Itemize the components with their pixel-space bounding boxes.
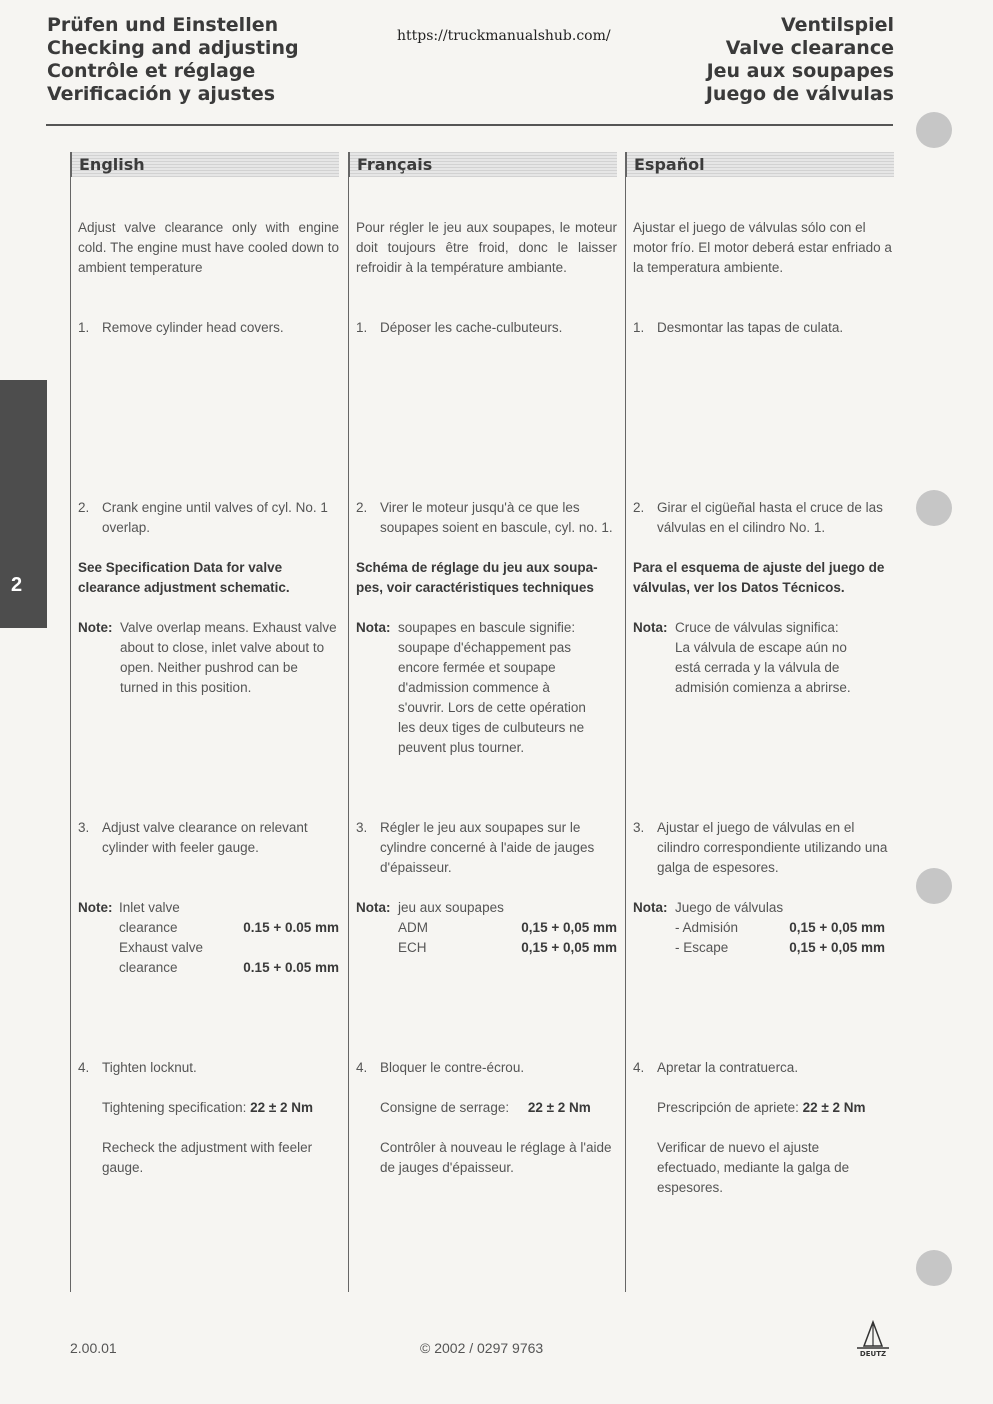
column-heading: Español (625, 152, 894, 177)
step-3 (356, 818, 617, 878)
column-espanol (625, 152, 894, 1292)
column-francais (348, 152, 617, 1292)
topic-title-es: Juego de válvulas (705, 83, 894, 105)
source-url[interactable]: https://truckmanualshub.com/ (397, 28, 611, 44)
spec-value: 0,15 + 0,05 mm (521, 920, 617, 935)
tightening-spec (356, 1098, 617, 1118)
column-english (70, 152, 339, 1292)
spec-value: 0,15 + 0,05 mm (789, 940, 885, 955)
step-1 (633, 318, 894, 338)
intro-text: Pour régler le jeu aux soupapes, le moteur doit toujours être froid, donc le laisser refroidir à la température ambiante. (356, 220, 617, 275)
spec-label: - Admisión (675, 920, 739, 935)
step-number: 2. (633, 500, 645, 515)
note-first-line: soupapes en bascule signifie: (398, 620, 576, 635)
header-title-de: Prüfen und Einstellen (47, 14, 279, 36)
note-valve-overlap (633, 618, 894, 698)
page-reference: 2.00.01 (70, 1340, 117, 1356)
note-label: Nota: (356, 620, 391, 635)
step-4 (78, 1058, 339, 1078)
spec-row-ech (398, 938, 617, 958)
note-label: Nota: (356, 900, 391, 915)
tightening-label: Tightening specification: (102, 1100, 247, 1115)
step-text: Bloquer le contre-écrou. (380, 1060, 525, 1075)
step-1 (78, 318, 339, 338)
tightening-spec (633, 1098, 894, 1118)
step-3 (78, 818, 339, 858)
logo-wordmark: DEUTZ (859, 1350, 887, 1358)
spec-label: Inlet valve (119, 900, 180, 915)
topic-title-fr: Jeu aux soupapes (706, 60, 894, 82)
note-text: Valve overlap means. Exhaust valve about to close, inlet valve about to open. Neither pushrod can be turned in this position. (120, 620, 337, 695)
deutz-logo-icon (852, 1320, 894, 1358)
spec-label: - Escape (675, 940, 729, 955)
copyright: © 2002 / 0297 9763 (420, 1340, 544, 1356)
header-divider (46, 124, 893, 126)
note-text: soupape d'échappement pas encore fermée et soupape d'admission commence à s'ouvrir. Lors de cette opération les deux tiges de culbuteurs ne peuvent plus tourner. (398, 640, 586, 755)
spec-row-escape (675, 938, 885, 958)
spec-label: clearance (119, 960, 178, 975)
step-number: 3. (78, 820, 90, 835)
step-text: Girar el cigüeñal hasta el cruce de las válvulas en el cilindro No. 1. (657, 500, 883, 535)
step-text: Ajustar el juego de válvulas en el cilindro correspondiente utilizando una galga de espesores. (657, 820, 888, 875)
step-number: 3. (356, 820, 368, 835)
spec-row-admision (675, 918, 885, 938)
spec-label: clearance (119, 920, 178, 935)
step-4 (633, 1058, 894, 1078)
note-label: Note: (78, 900, 113, 915)
spec-label: ECH (398, 940, 427, 955)
note-first-line: Cruce de válvulas significa: (675, 620, 839, 635)
step-number: 1. (633, 320, 645, 335)
intro-text: Ajustar el juego de válvulas sólo con el motor frío. El motor deberá estar enfriado a la temperatura ambiente. (633, 220, 892, 275)
spec-label: ADM (398, 920, 428, 935)
spec-inlet-line2 (119, 918, 339, 938)
spec-exhaust-line1 (119, 938, 339, 958)
spec-exhaust-line2 (119, 958, 339, 978)
section-tab-number: 2 (11, 574, 23, 596)
tightening-label: Prescripción de apriete: (657, 1100, 799, 1115)
recheck-text (633, 1138, 894, 1198)
binder-hole (916, 490, 952, 526)
column-rule (625, 152, 626, 1292)
note-first-line: jeu aux soupapes (398, 900, 504, 915)
step-number: 2. (356, 500, 368, 515)
binder-hole (916, 868, 952, 904)
topic-title-de: Ventilspiel (780, 14, 894, 36)
note-first-line: Juego de válvulas (675, 900, 784, 915)
spec-value: 0.15 + 0.05 mm (243, 920, 339, 935)
step-number: 4. (356, 1060, 368, 1075)
spec-reference: Para el esquema de ajuste del juego de válvulas, ver los Datos Técnicos. (633, 560, 885, 595)
spec-value: 0,15 + 0,05 mm (521, 940, 617, 955)
column-heading: Français (348, 152, 617, 177)
note-label: Note: (78, 620, 113, 635)
step-text: Virer le moteur jusqu'à ce que les soupapes soient en bascule, cyl. no. 1. (380, 500, 613, 535)
step-number: 4. (633, 1060, 645, 1075)
step-3 (633, 818, 894, 878)
tightening-value: 22 ± 2 Nm (527, 1100, 591, 1115)
binder-hole (916, 1250, 952, 1286)
spec-value: 0.15 + 0.05 mm (243, 960, 339, 975)
note-clearance-specs (78, 898, 339, 978)
step-1 (356, 318, 617, 338)
note-clearance-specs (356, 898, 617, 958)
spec-label: Exhaust valve (119, 940, 204, 955)
step-number: 3. (633, 820, 645, 835)
header-title-en: Checking and adjusting (47, 37, 299, 59)
column-rule (70, 152, 71, 1292)
step-text: Déposer les cache-culbuteurs. (380, 320, 563, 335)
spec-value: 0,15 + 0,05 mm (789, 920, 885, 935)
recheck-text (356, 1138, 617, 1178)
column-rule (348, 152, 349, 1292)
step-number: 4. (78, 1060, 90, 1075)
note-valve-overlap (356, 618, 617, 758)
step-2 (356, 498, 617, 538)
note-clearance-specs (633, 898, 894, 958)
header-left-titles (47, 14, 299, 106)
step-text: Desmontar las tapas de culata. (657, 320, 844, 335)
recheck-body: Verificar de nuevo el ajuste efectuado, mediante la galga de espesores. (657, 1140, 850, 1195)
step-text: Adjust valve clearance on relevant cylinder with feeler gauge. (102, 820, 308, 855)
spec-row-adm (398, 918, 617, 938)
step-number: 1. (78, 320, 90, 335)
step-number: 2. (78, 500, 90, 515)
step-text: Apretar la contratuerca. (657, 1060, 799, 1075)
column-heading: English (70, 152, 339, 177)
tightening-label: Consigne de serrage: (380, 1100, 510, 1115)
header-right-titles (706, 14, 894, 106)
binder-hole (916, 112, 952, 148)
note-valve-overlap (78, 618, 339, 698)
topic-title-en: Valve clearance (725, 37, 894, 59)
spec-reference: See Specification Data for valve clearance adjustment schematic. (78, 560, 290, 595)
spec-reference: Schéma de réglage du jeu aux soupa-pes, voir caractéristiques techniques (356, 560, 598, 595)
tightening-value: 22 ± 2 Nm (802, 1100, 866, 1115)
recheck-text (78, 1138, 339, 1178)
note-label: Nota: (633, 620, 668, 635)
step-number: 1. (356, 320, 368, 335)
spec-inlet-line1 (119, 898, 339, 918)
step-text: Tighten locknut. (102, 1060, 197, 1075)
tightening-spec (78, 1098, 339, 1118)
step-text: Remove cylinder head covers. (102, 320, 284, 335)
step-text: Crank engine until valves of cyl. No. 1 overlap. (102, 500, 328, 535)
header-title-es: Verificación y ajustes (47, 83, 276, 105)
step-text: Régler le jeu aux soupapes sur le cylindre concerné à l'aide de jauges d'épaisseur. (380, 820, 595, 875)
step-2 (633, 498, 894, 538)
note-text: La válvula de escape aún no está cerrada y la válvula de admisión comienza a abrirse. (675, 640, 851, 695)
tightening-value: 22 ± 2 Nm (250, 1100, 314, 1115)
step-4 (356, 1058, 617, 1078)
note-label: Nota: (633, 900, 668, 915)
intro-text: Adjust valve clearance only with engine cold. The engine must have cooled down to ambient temperature (78, 220, 339, 275)
recheck-body: Contrôler à nouveau le réglage à l'aide de jauges d'épaisseur. (380, 1140, 612, 1175)
recheck-body: Recheck the adjustment with feeler gauge. (102, 1140, 313, 1175)
step-2 (78, 498, 339, 538)
section-tab (0, 380, 47, 628)
header-title-fr: Contrôle et réglage (47, 60, 256, 82)
